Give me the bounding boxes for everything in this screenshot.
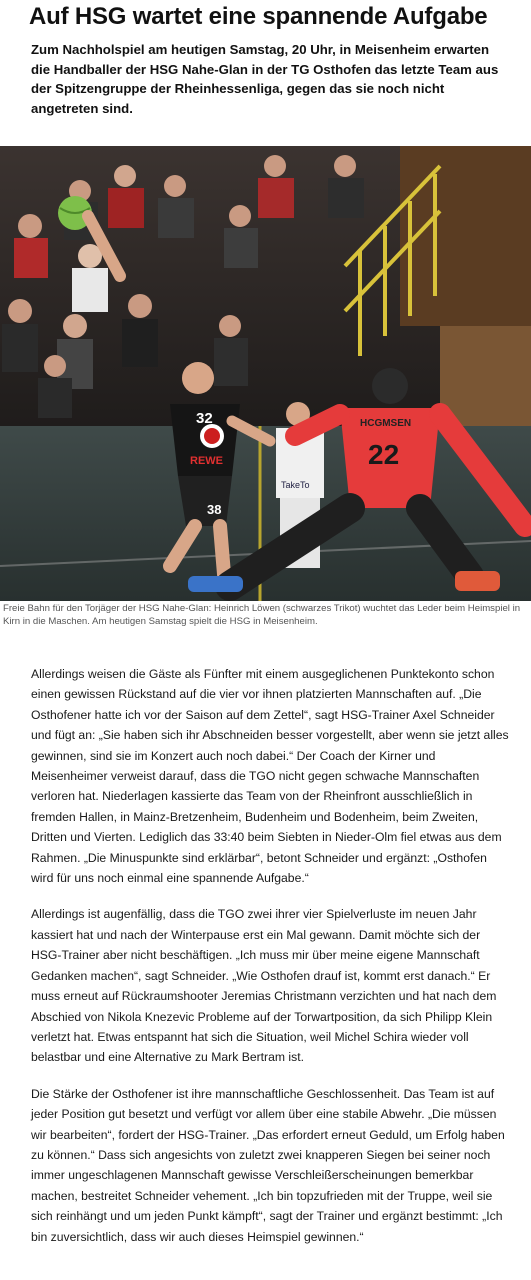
article-body bbox=[31, 664, 509, 1263]
photo-caption: Freie Bahn für den Torjäger der HSG Nahe-Glan: Heinrich Löwen (schwarzes Trikot) wuchtet das Leder beim Heimspiel in Kirn in die Maschen. Am heutigen Samstag spielt die HSG in Meisenheim. bbox=[3, 603, 521, 627]
article-lead: Zum Nachholspiel am heutigen Samstag, 20 Uhr, in Meisenheim erwarten die Handballer der HSG Nahe-Glan in der TG Osthofen das letzte Team aus der Spitzengruppe der Rheinhessenliga, gegen das sie noch nicht angetreten sind. bbox=[31, 42, 499, 116]
article-paragraph: Allerdings ist augenfällig, dass die TGO zwei ihrer vier Spielverluste im neuen Jahr kassiert hat und nach der Winterpause erst ein Mal gewann. Damit möchte sich der HSG-Trainer aber nicht beschäftigen. „Ich muss mir über meine eigene Mannschaft Gedanken machen“, sagt Schneider. „Wie Osthofen drauf ist, kommt erst danach.“ Er muss erneut auf Rückraumshooter Jeremias Christmann verzichten und hat nach dem Abschied von Nikola Knezevic Probleme auf der Torwartposition, da sich Philipp Klein verletzt hat. Etwas entspannt hat sich die Situation, weil Michel Schira wieder voll belastbar und eine Alternative zu Mark Bertram ist. bbox=[31, 907, 497, 1065]
svg-text:22: 22 bbox=[368, 439, 400, 470]
article-paragraph: Die Stärke der Osthofener ist ihre mannschaftliche Geschlossenheit. Das Team ist auf jeder Position gut besetzt und verfügt vor allem über eine stabile Abwehr. „Die müssen wir bearbeiten“, fordert der HSG-Trainer. „Das erfordert erneut Geduld, um Erfolg haben zu können.“ Dass sich angesichts von zuletzt zwei knapperen Siegen bei seiner noch immer ungeschlagenen Mannschaft gewisse Verschleißerscheinungen bemerkbar machen, bestreitet Schneider vehement. „Ich bin topzufrieden mit der Truppe, weil sie sich reinhängt und um jeden Punkt kämpft“, sagt der Trainer und ergänzt bestimmt: „Ich bin zuversichtlich, dass wir auch dieses Heimspiel gewinnen.“ bbox=[31, 1086, 505, 1244]
article-headline: Auf HSG wartet eine spannende Aufgabe bbox=[29, 3, 488, 30]
svg-text:HCGMSEN: HCGMSEN bbox=[360, 418, 412, 429]
article-photo bbox=[0, 146, 531, 601]
svg-text:TakeTo: TakeTo bbox=[281, 480, 310, 490]
svg-text:38: 38 bbox=[207, 502, 222, 517]
svg-text:32: 32 bbox=[196, 410, 213, 427]
article-paragraph: Allerdings weisen die Gäste als Fünfter mit einem ausgeglichenen Punktekonto schon einen gewissen Rückstand auf die vier vor ihnen platzierten Mannschaften auf. „Die Osthofener hatte ich vor der Saison auf dem Zettel“, sagt HSG-Trainer Axel Schneider und fügt an: „Sie haben sich ihr Abschneiden besser vorgestellt, aber wenn sie jetzt alles gewinnen, sind sie im Konzert auch noch dabei.“ Der Coach der Kirner und Meisenheimer verweist darauf, dass die TGO nicht gegen schwache Mannschaften verloren hat. Niederlagen kassierte das Team von der Rheinfront ausschließlich in fremden Hallen, in Mainz-Bretzenheim, Budenheim und Bodenheim, beim Zweiten, Dritten und Vierten. Lediglich das 33:40 beim Siebten in Nieder-Olm fiel etwas aus dem Rahmen. „Die Minuspunkte sind erklärbar“, betont Schneider und ergänzt: „Osthofen wird für uns noch einmal eine spannende Aufgabe.“ bbox=[31, 667, 509, 886]
svg-text:REWE: REWE bbox=[190, 455, 223, 467]
handball-match-illustration bbox=[0, 146, 531, 601]
